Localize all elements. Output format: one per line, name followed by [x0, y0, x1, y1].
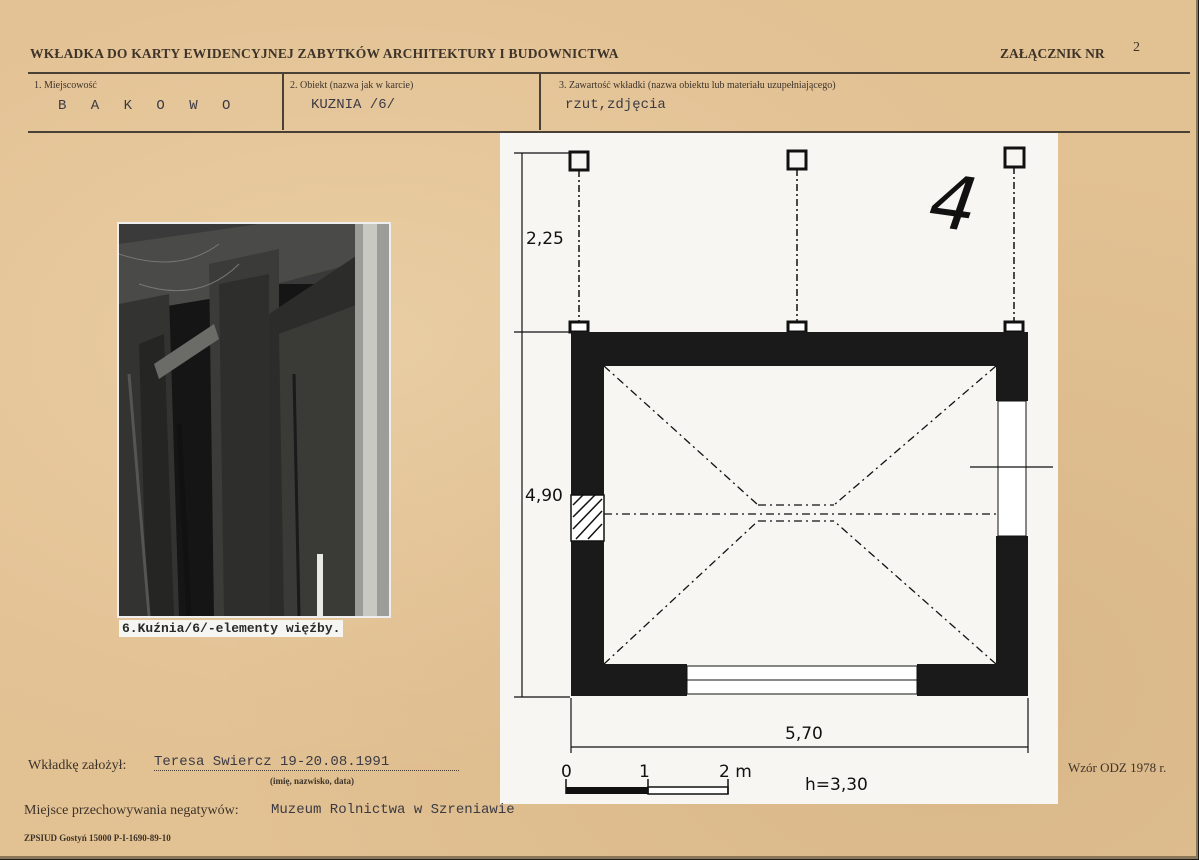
photo-caption: 6.Kuźnia/6/-elementy więźby. — [119, 620, 343, 637]
plan-height: h=3,30 — [805, 775, 868, 795]
floor-plan — [500, 133, 1058, 804]
card-title: WKŁADKA DO KARTY EWIDENCYJNEJ ZABYTKÓW ARCHITEKTURY I BUDOWNICTWA — [30, 46, 619, 61]
field-divider-1 — [282, 74, 284, 130]
template-note: Wzór ODZ 1978 r. — [1068, 760, 1167, 775]
object-value: KUZNIA /6/ — [311, 97, 396, 113]
roof-truss-photo — [117, 222, 391, 618]
contents-value: rzut,zdjęcia — [565, 97, 666, 113]
scale-label-1: 1 — [639, 762, 650, 782]
dim-depth: 4,90 — [525, 486, 563, 506]
storage-label: Miejsce przechowywania negatywów: — [24, 803, 239, 818]
printer-note: ZPSIUD Gostyń 15000 P-I-1690-89-10 — [24, 833, 171, 843]
dim-width: 5,70 — [785, 724, 823, 744]
post-marker — [1005, 148, 1024, 167]
founder-hint: (imię, nazwisko, data) — [270, 776, 354, 786]
sheet-number: 4 — [924, 157, 983, 250]
founder-label: Wkładkę założył: — [28, 758, 127, 773]
post-marker — [570, 152, 588, 170]
founder-value: Teresa Swiercz 19-20.08.1991 — [154, 754, 459, 771]
attachment-number: 2 — [1133, 40, 1140, 55]
header-rule — [28, 72, 1190, 74]
scale-label-2: 2 m — [719, 762, 752, 782]
scale-label-0: 0 — [561, 762, 572, 782]
storage-value: Muzeum Rolnictwa w Szreniawie — [271, 802, 515, 818]
post-marker — [788, 151, 806, 169]
locality-value: B A K O W O — [58, 98, 239, 114]
attachment-label: ZAŁĄCZNIK NR — [1000, 46, 1105, 61]
contents-label: 3. Zawartość wkładki (nazwa obiektu lub materiału uzupełniającego) — [559, 80, 836, 91]
roof-truss-photo-image — [119, 224, 389, 616]
field-divider-2 — [539, 74, 541, 130]
object-label: 2. Obiekt (nazwa jak w karcie) — [290, 80, 414, 91]
floor-plan-drawing — [500, 133, 1058, 804]
dim-top-offset: 2,25 — [526, 229, 564, 249]
locality-label: 1. Miejscowość — [34, 80, 97, 91]
